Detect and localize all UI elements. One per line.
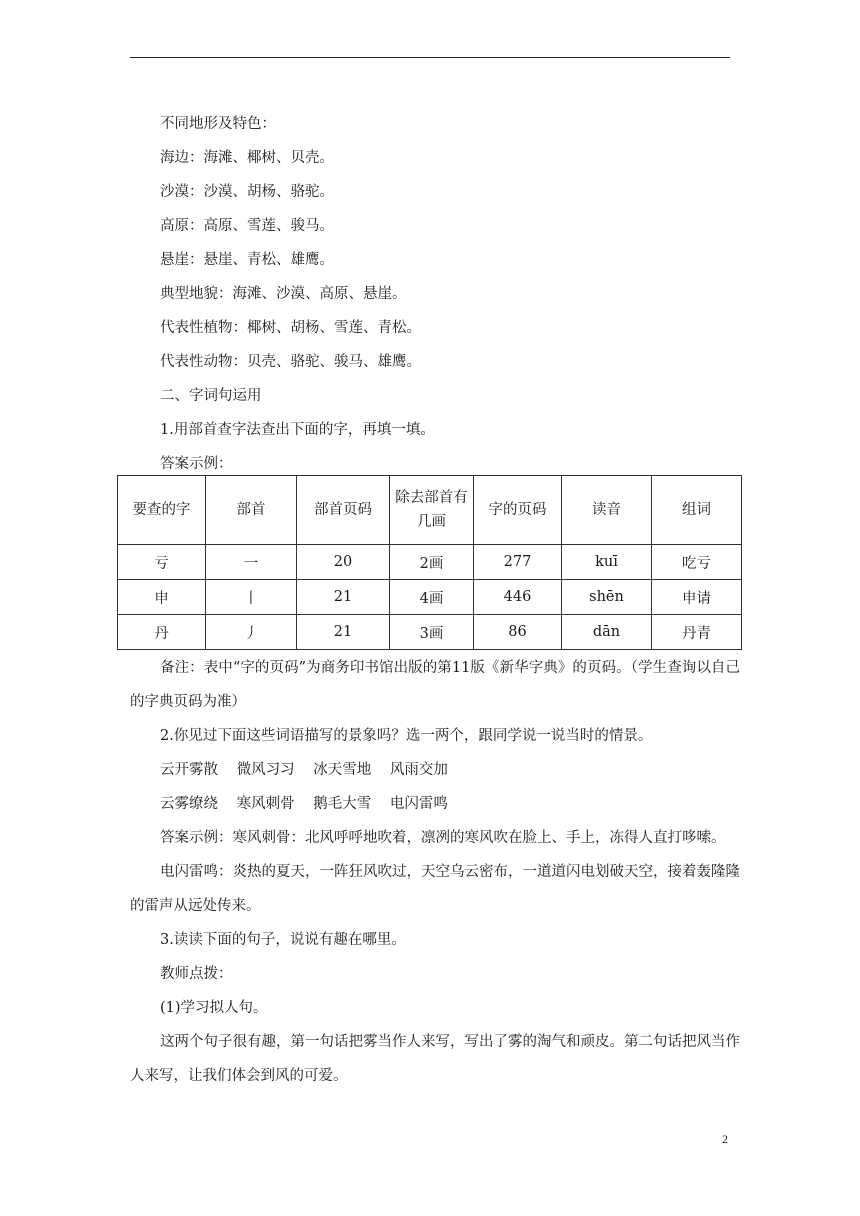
answer-example-1: 答案示例：寒风刺骨：北风呼呼地吹着，凛冽的寒风吹在脸上、手上，冻得人直打哆嗦。 [160, 830, 726, 846]
table-header: 除去部首有几画 [390, 476, 474, 545]
table-cell: 21 [297, 580, 390, 615]
table-cell: 申请 [652, 580, 742, 615]
text-line: 悬崖：悬崖、青松、雄鹰。 [160, 252, 334, 268]
table-cell: kuī [562, 545, 652, 580]
table-cell: 吃亏 [652, 545, 742, 580]
text-line: 不同地形及特色： [160, 116, 276, 132]
point-heading: (1)学习拟人句。 [160, 1000, 268, 1016]
table-cell: shēn [562, 580, 652, 615]
header-rule [130, 57, 730, 58]
text-line: 沙漠：沙漠、胡杨、骆驼。 [160, 184, 334, 200]
phrase-row-2 [160, 794, 448, 814]
table-header: 组词 [652, 476, 742, 545]
table-header-row [118, 476, 742, 545]
answer-label: 答案示例： [160, 456, 233, 472]
teacher-tip-label: 教师点拨： [160, 966, 233, 982]
table-cell: 一 [206, 545, 297, 580]
table-row [118, 615, 742, 650]
table-cell: 丨 [206, 580, 297, 615]
table-header: 读音 [562, 476, 652, 545]
phrase: 鹅毛大雪 [313, 796, 372, 812]
text-line: 代表性植物：椰树、胡杨、雪莲、青松。 [160, 320, 421, 336]
page-number: 2 [722, 1132, 728, 1146]
phrase: 寒风刺骨 [236, 796, 295, 812]
phrase: 云雾缭绕 [160, 796, 218, 812]
table-cell: 丹 [118, 615, 206, 650]
table-cell: 丿 [206, 615, 297, 650]
table-row [118, 580, 742, 615]
text-line: 海边：海滩、椰树、贝壳。 [160, 150, 334, 166]
phrase-row-1 [160, 760, 448, 780]
phrase: 电闪雷鸣 [389, 796, 448, 812]
table-header: 要查的字 [118, 476, 206, 545]
dictionary-table [117, 475, 742, 650]
table-cell: 丹青 [652, 615, 742, 650]
table-cell: 446 [474, 580, 562, 615]
table-header: 字的页码 [474, 476, 562, 545]
table-cell: 21 [297, 615, 390, 650]
table-header: 部首 [206, 476, 297, 545]
question-3: 3.读读下面的句子，说说有趣在哪里。 [160, 932, 406, 948]
table-cell: 4画 [390, 580, 474, 615]
answer-example-2: 电闪雷鸣：炎热的夏天，一阵狂风吹过，天空乌云密布，一道道闪电划破天空，接着轰隆隆的雷声从远处传来。 [130, 864, 740, 914]
phrase: 风雨交加 [389, 762, 448, 778]
phrase: 微风习习 [236, 762, 295, 778]
table-cell: 20 [297, 545, 390, 580]
text-line: 代表性动物：贝壳、骆驼、骏马、雄鹰。 [160, 354, 421, 370]
table-cell: 亏 [118, 545, 206, 580]
table-cell: 2画 [390, 545, 474, 580]
question-2: 2.你见过下面这些词语描写的景象吗？选一两个，跟同学说一说当时的情景。 [160, 728, 653, 744]
table-cell: 3画 [390, 615, 474, 650]
table-header: 部首页码 [297, 476, 390, 545]
table-cell: 申 [118, 580, 206, 615]
table-row [118, 545, 742, 580]
explanation-paragraph: 这两个句子很有趣，第一句话把雾当作人来写，写出了雾的淘气和顽皮。第二句话把风当作人来写，让我们体会到风的可爱。 [130, 1034, 740, 1084]
phrase: 云开雾散 [160, 762, 218, 778]
question-1: 1.用部首查字法查出下面的字，再填一填。 [160, 422, 435, 438]
table-cell: 277 [474, 545, 562, 580]
text-line: 典型地貌：海滩、沙漠、高原、悬崖。 [160, 286, 407, 302]
table-cell: 86 [474, 615, 562, 650]
section-heading: 二、字词句运用 [160, 388, 262, 404]
table-note: 备注：表中“字的页码”为商务印书馆出版的第11版《新华字典》的页码。（学生查询以自己的字典页码为准） [130, 660, 740, 710]
phrase: 冰天雪地 [313, 762, 372, 778]
table-cell: dān [562, 615, 652, 650]
text-line: 高原：高原、雪莲、骏马。 [160, 218, 334, 234]
